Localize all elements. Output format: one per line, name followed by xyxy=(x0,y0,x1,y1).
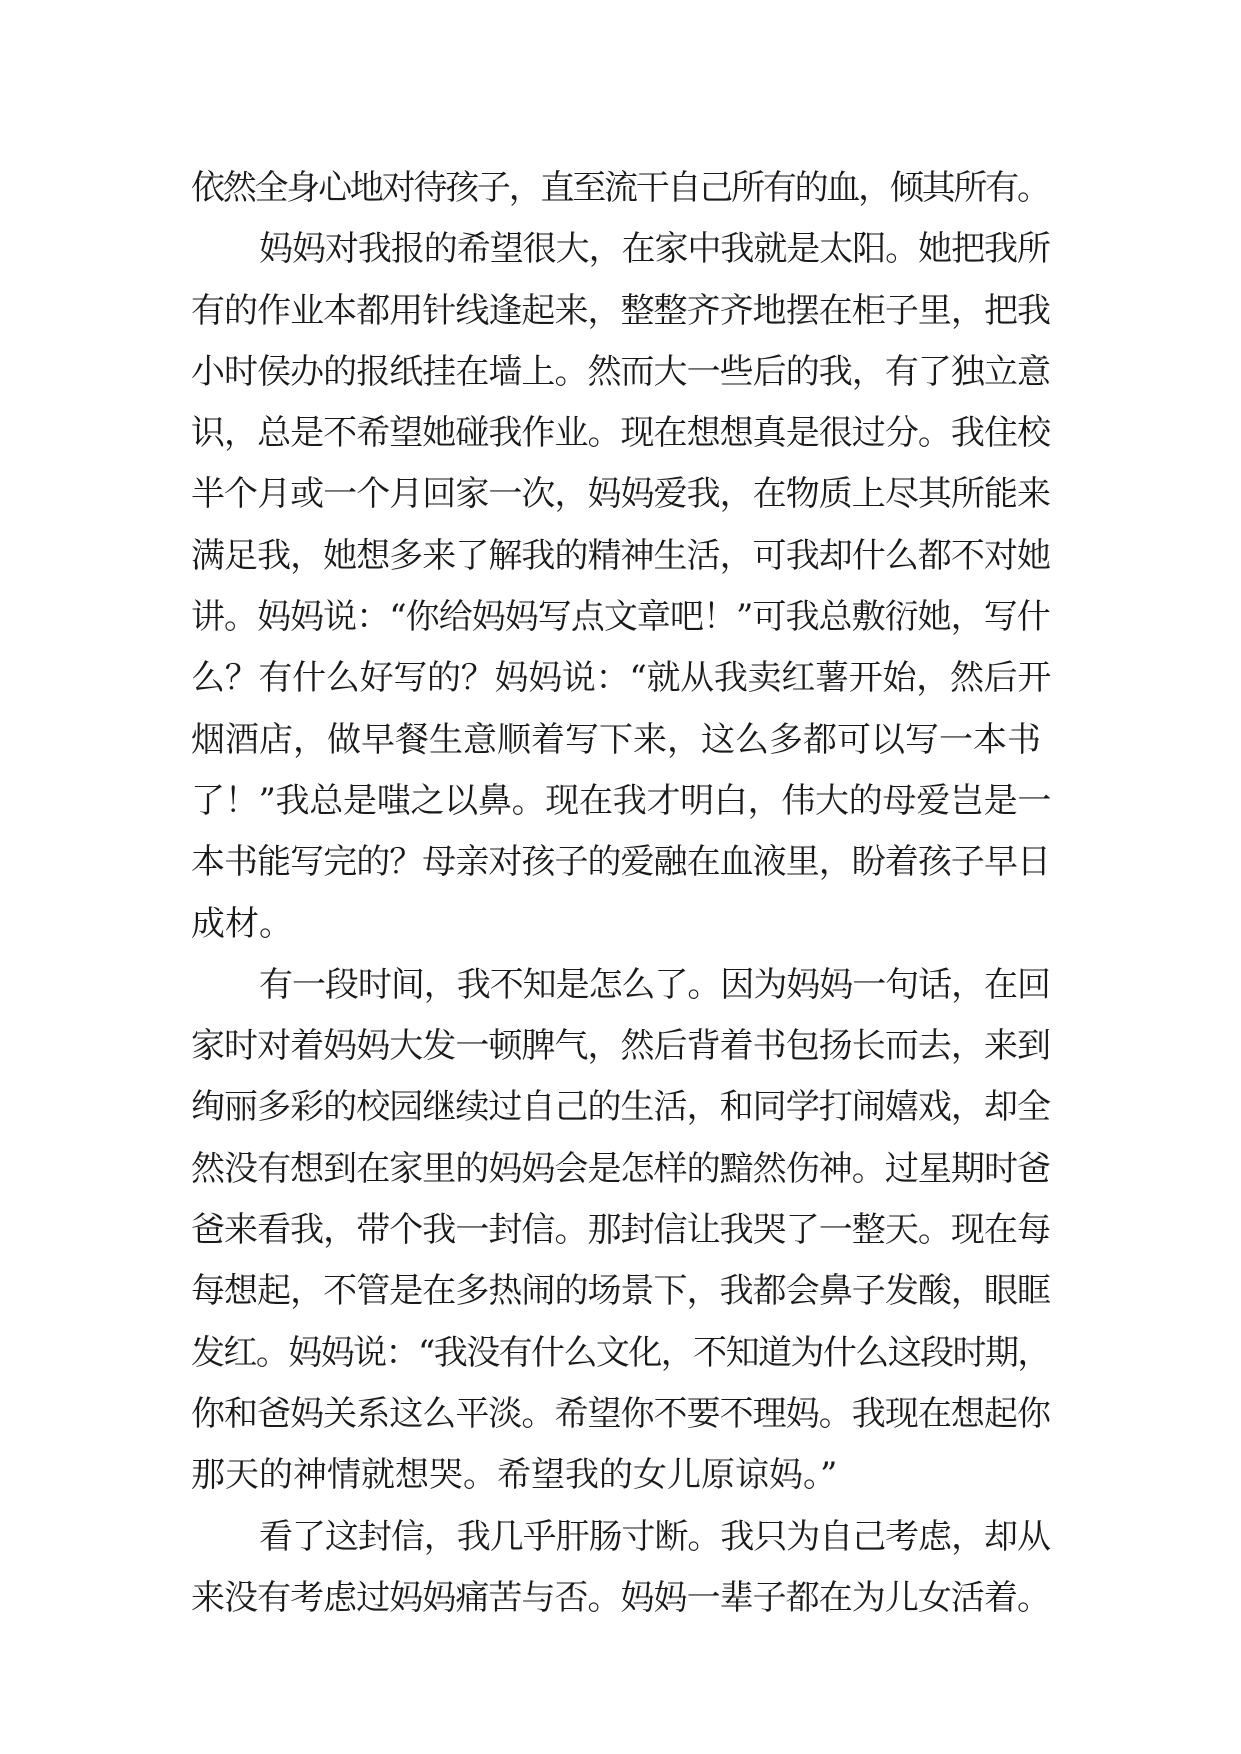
text-line: 来没有考虑过妈妈痛苦与否。妈妈一辈子都在为儿女活着。 xyxy=(191,1577,1051,1618)
text-line: 那天的神情就想哭。希望我的女儿原谅妈。” xyxy=(191,1455,838,1496)
text-line: 满足我，她想多来了解我的精神生活，可我却什么都不对她 xyxy=(191,535,1051,576)
text-line: 发红。妈妈说：“我没有什么文化，不知道为什么这段时期， xyxy=(191,1332,1050,1373)
text-line: 每想起，不管是在多热闹的场景下，我都会鼻子发酸，眼眶 xyxy=(191,1271,1051,1312)
text-line: 妈妈对我报的希望很大，在家中我就是太阳。她把我所 xyxy=(259,229,1050,270)
text-line: 么？有什么好写的？妈妈说：“就从我卖红薯开始，然后开 xyxy=(191,658,1052,699)
text-line: 烟酒店，做早餐生意顺着写下来，这么多都可以写一本书 xyxy=(191,719,1041,760)
text-line: 依然全身心地对待孩子，直至流干自己所有的血，倾其所有。 xyxy=(191,168,1049,208)
text-line: 家时对着妈妈大发一顿脾气，然后背着书包扬长而去，来到 xyxy=(191,1026,1051,1067)
text-line: 然没有想到在家里的妈妈会是怎样的黯然伤神。过星期时爸 xyxy=(191,1148,1051,1189)
text-line: 半个月或一个月回家一次，妈妈爱我，在物质上尽其所能来 xyxy=(191,474,1051,515)
text-line: 有的作业本都用针线逢起来，整整齐齐地摆在柜子里，把我 xyxy=(191,290,1051,331)
text-line: 绚丽多彩的校园继续过自己的生活，和同学打闹嬉戏，却全 xyxy=(191,1087,1051,1128)
text-line: 小时侯办的报纸挂在墙上。然而大一些后的我，有了独立意 xyxy=(191,351,1051,392)
text-line: 爸来看我，带个我一封信。那封信让我哭了一整天。现在每 xyxy=(191,1210,1051,1251)
document-body xyxy=(191,158,1051,1629)
text-line: 识，总是不希望她碰我作业。现在想想真是很过分。我住校 xyxy=(191,413,1051,454)
text-line: 看了这封信，我几乎肝肠寸断。我只为自己考虑，却从 xyxy=(259,1516,1050,1557)
text-line: 本书能写完的？母亲对孩子的爱融在血液里，盼着孩子早日 xyxy=(191,842,1051,883)
text-line: 你和爸妈关系这么平淡。希望你不要不理妈。我现在想起你 xyxy=(191,1393,1051,1434)
text-line: 有一段时间，我不知是怎么了。因为妈妈一句话，在回 xyxy=(259,964,1050,1005)
text-line: 成材。 xyxy=(191,903,293,944)
text-line: 了！”我总是嗤之以鼻。现在我才明白，伟大的母爱岂是一 xyxy=(191,780,1052,821)
text-line: 讲。妈妈说：“你给妈妈写点文章吧！”可我总敷衍她，写什 xyxy=(191,597,1050,638)
